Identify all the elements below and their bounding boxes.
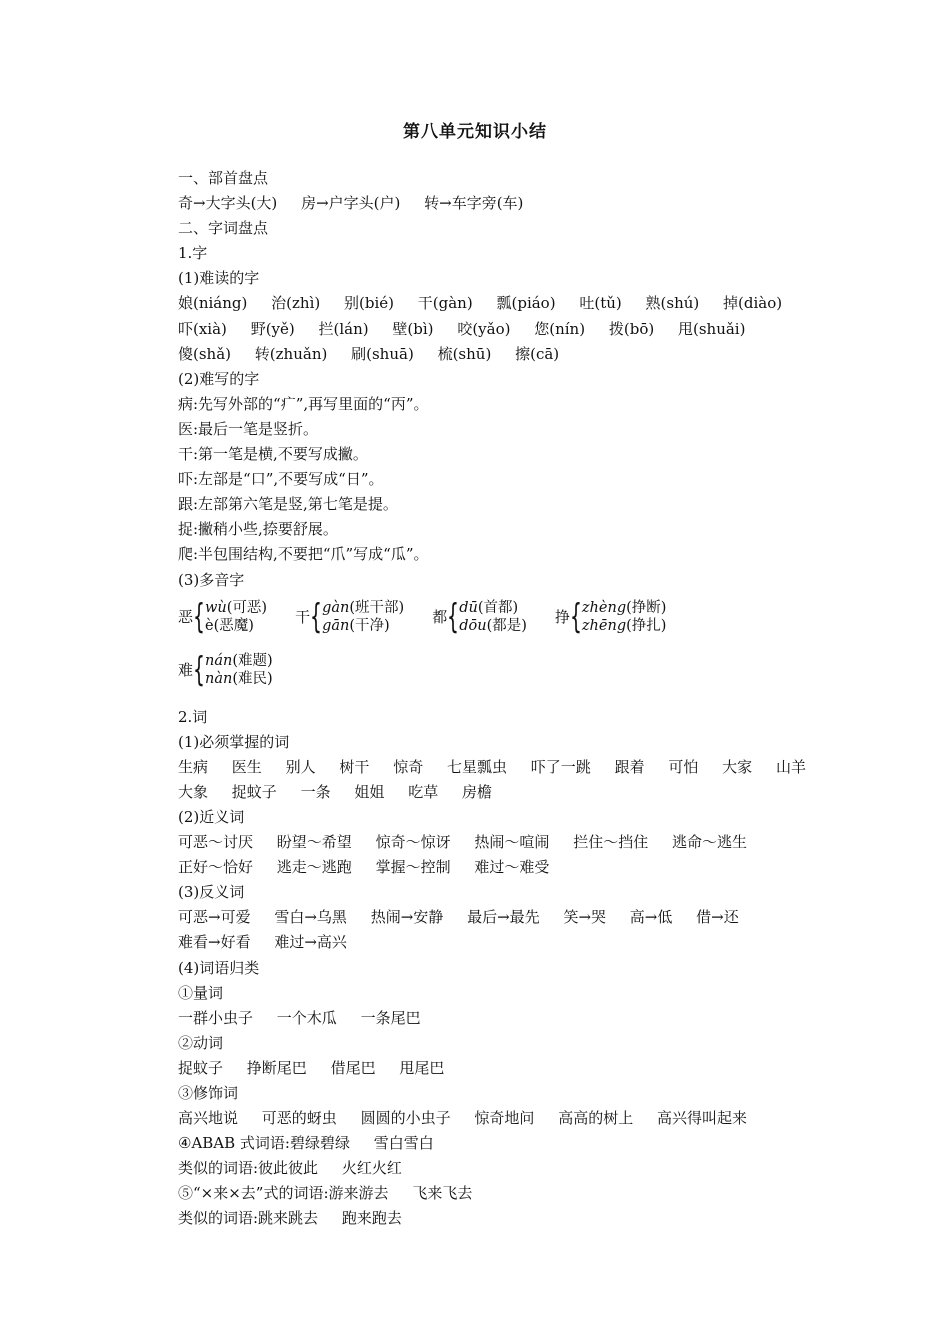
reading-word: (难民) <box>232 670 273 687</box>
left-brace-icon: { <box>310 596 323 637</box>
synonym-pair: 惊奇～惊讶 <box>375 833 451 852</box>
subheading-polyphonic: (3)多音字 <box>178 570 245 589</box>
polyphonic-group <box>432 596 527 637</box>
hard-read-row <box>178 291 828 316</box>
reading-pinyin: zhèng <box>581 599 627 616</box>
word: 树干 <box>339 757 370 776</box>
pinyin-char: 吐(tǔ) <box>579 294 622 313</box>
subheading-modifiers: ③修饰词 <box>178 1084 239 1102</box>
radical-item: 转→车字旁(车) <box>424 194 524 213</box>
word: 惊奇 <box>393 757 424 776</box>
hard-read-row <box>178 317 828 342</box>
subheading-must-master: (1)必须掌握的词 <box>178 732 290 751</box>
synonym-pair: 逃命～逃生 <box>671 833 747 852</box>
reading-pinyin: dū <box>459 599 478 616</box>
subheading-antonyms: (3)反义词 <box>178 883 245 902</box>
word: 大家 <box>722 757 753 776</box>
reading-word: (都是) <box>486 617 527 634</box>
hard-write-note: 病:先写外部的“疒”,再写里面的“丙”。 <box>178 394 429 413</box>
polyphonic-group <box>295 596 405 637</box>
word: 一条尾巴 <box>360 1008 421 1027</box>
reading-pinyin: nàn <box>205 670 233 687</box>
pinyin-char: 转(zhuǎn) <box>254 344 328 363</box>
word: 吃草 <box>408 782 439 801</box>
radical-item: 奇→大字头(大) <box>178 194 278 213</box>
reading-pinyin: zhēng <box>581 617 627 634</box>
word: 雪白雪白 <box>373 1134 434 1153</box>
polyphonic-char: 恶 <box>178 608 194 627</box>
antonym-pair: 雪白→乌黑 <box>274 908 347 927</box>
word: 类似的词语:彼此彼此 <box>178 1159 319 1178</box>
polyphonic-row <box>178 645 828 695</box>
polyphonic-char: 干 <box>295 608 311 627</box>
pinyin-char: 干(gàn) <box>417 294 473 313</box>
antonym-pair: 难过→高兴 <box>274 933 347 952</box>
reading-word: (干净) <box>349 617 390 634</box>
polyphonic-group <box>554 596 667 637</box>
laiqu-similar-row <box>178 1206 828 1231</box>
synonym-pair: 掌握～控制 <box>375 858 451 877</box>
radical-item: 房→户字头(户) <box>301 194 401 213</box>
section-heading-words: 二、字词盘点 <box>178 219 269 238</box>
word: 山羊 <box>775 757 806 776</box>
antonym-row <box>178 905 828 930</box>
abab-similar-row <box>178 1156 828 1181</box>
synonym-pair: 热闹～喧闹 <box>474 833 550 852</box>
reading-pinyin: è <box>205 617 214 634</box>
antonym-pair: 最后→最先 <box>467 908 540 927</box>
reading-pinyin: dōu <box>459 617 487 634</box>
radicals-line <box>178 191 828 216</box>
word: 跑来跑去 <box>341 1209 402 1228</box>
synonym-pair: 拦住～挡住 <box>573 833 649 852</box>
word: 高兴得叫起来 <box>656 1109 747 1128</box>
section-heading-radicals: 一、部首盘点 <box>178 169 269 187</box>
word: 可恶的蚜虫 <box>261 1109 337 1128</box>
word: 惊奇地问 <box>474 1109 535 1128</box>
hard-write-note: 医:最后一笔是竖折。 <box>178 419 319 438</box>
left-brace-icon: { <box>569 596 582 637</box>
reading-pinyin: nán <box>205 652 233 669</box>
antonym-pair: 难看→好看 <box>178 933 251 952</box>
document-body <box>178 166 828 1232</box>
pinyin-char: 擦(cā) <box>515 344 560 363</box>
hard-write-note: 吓:左部是“口”,不要写成“日”。 <box>178 470 384 489</box>
word: 房檐 <box>461 782 492 801</box>
modifiers-row <box>178 1106 828 1131</box>
pinyin-char: 熟(shú) <box>645 294 700 313</box>
reading-word: (挣断) <box>626 599 667 616</box>
left-brace-icon: { <box>193 649 205 690</box>
word: 别人 <box>285 757 316 776</box>
laiqu-row <box>178 1181 828 1206</box>
subheading-characters: 1.字 <box>178 244 208 263</box>
subheading-synonyms: (2)近义词 <box>178 807 245 826</box>
pinyin-char: 娘(niáng) <box>178 294 248 313</box>
polyphonic-char: 挣 <box>554 608 570 627</box>
word: 一个木瓜 <box>276 1008 337 1027</box>
pinyin-char: 刷(shuā) <box>351 344 414 363</box>
hard-read-row <box>178 342 828 367</box>
antonym-row <box>178 930 828 955</box>
pinyin-char: 吓(xià) <box>178 319 227 338</box>
hard-write-note: 跟:左部第六笔是竖,第七笔是提。 <box>178 495 398 514</box>
reading-word: (挣扎) <box>626 617 667 634</box>
reading-pinyin: wù <box>205 599 227 616</box>
word: 高高的树上 <box>558 1109 634 1128</box>
reading-word: (难题) <box>232 652 273 669</box>
pinyin-char: 梳(shū) <box>437 344 492 363</box>
pinyin-char: 您(nín) <box>534 319 586 338</box>
antonym-pair: 可恶→可爱 <box>178 908 251 927</box>
word: 捉蚊子 <box>178 1058 224 1077</box>
pinyin-char: 治(zhì) <box>271 294 321 313</box>
must-master-row <box>178 755 828 780</box>
pinyin-char: 别(bié) <box>344 294 394 313</box>
polyphonic-group <box>178 649 273 690</box>
word: 生病 <box>178 757 209 776</box>
synonym-pair: 可恶～讨厌 <box>178 833 254 852</box>
word: 姐姐 <box>354 782 385 801</box>
word: 飞来飞去 <box>412 1184 473 1203</box>
pinyin-char: 野(yě) <box>250 319 295 338</box>
pinyin-char: 甩(shuǎi) <box>677 319 746 338</box>
word: 甩尾巴 <box>399 1058 445 1077</box>
subheading-classification: (4)词语归类 <box>178 958 260 977</box>
synonym-pair: 盼望～希望 <box>276 833 352 852</box>
subheading-verbs: ②动词 <box>178 1033 224 1052</box>
must-master-row <box>178 780 828 805</box>
word: 医生 <box>231 757 262 776</box>
word: 借尾巴 <box>330 1058 376 1077</box>
word: 可怕 <box>668 757 699 776</box>
subheading-measure-words: ①量词 <box>178 983 224 1002</box>
antonym-pair: 借→还 <box>696 908 739 927</box>
synonym-row <box>178 855 828 880</box>
pinyin-char: 掉(diào) <box>723 294 783 313</box>
pinyin-char: 傻(shǎ) <box>178 344 232 363</box>
word: 吓了一跳 <box>530 757 591 776</box>
pinyin-char: 瓢(piáo) <box>496 294 556 313</box>
synonym-pair: 难过～难受 <box>474 858 550 877</box>
polyphonic-char: 难 <box>178 661 194 680</box>
antonym-pair: 高→低 <box>629 908 673 927</box>
abab-row <box>178 1131 828 1156</box>
word: 类似的词语:跳来跳去 <box>178 1209 319 1228</box>
antonym-pair: 笑→哭 <box>563 908 607 927</box>
word: 七星瓢虫 <box>446 757 507 776</box>
page-title: 第八单元知识小结 <box>403 122 547 142</box>
pinyin-char: 咬(yǎo) <box>457 319 511 338</box>
word: 捉蚊子 <box>231 782 277 801</box>
pinyin-char: 壁(bì) <box>392 319 434 338</box>
word: 挣断尾巴 <box>246 1058 307 1077</box>
polyphonic-char: 都 <box>432 608 448 627</box>
reading-word: (首都) <box>477 599 519 616</box>
reading-pinyin: gàn <box>322 599 350 616</box>
word: 高兴地说 <box>178 1109 239 1128</box>
left-brace-icon: { <box>447 596 460 637</box>
subheading-hard-write: (2)难写的字 <box>178 369 260 388</box>
word: ⑤“×来×去”式的词语:游来游去 <box>178 1184 389 1203</box>
word: 大象 <box>178 782 209 801</box>
synonym-pair: 逃走～逃跑 <box>276 858 352 877</box>
hard-write-note: 爬:半包围结构,不要把“爪”写成“瓜”。 <box>178 545 429 564</box>
polyphonic-row <box>178 593 828 641</box>
word: 火红火红 <box>341 1159 402 1178</box>
word: 一群小虫子 <box>178 1008 254 1027</box>
subheading-hard-read: (1)难读的字 <box>178 269 260 288</box>
pinyin-char: 拦(lán) <box>318 319 369 338</box>
measure-words-row <box>178 1006 828 1031</box>
word: 一条 <box>300 782 331 801</box>
word: ④ABAB 式词语:碧绿碧绿 <box>178 1134 350 1153</box>
hard-write-note: 干:第一笔是横,不要写成撇。 <box>178 445 368 464</box>
reading-word: (班干部) <box>349 599 405 616</box>
reading-pinyin: gān <box>322 617 350 634</box>
antonym-pair: 热闹→安静 <box>370 908 444 927</box>
polyphonic-group <box>178 596 268 637</box>
subheading-words: 2.词 <box>178 707 208 726</box>
verbs-row <box>178 1056 828 1081</box>
word: 跟着 <box>614 757 645 776</box>
left-brace-icon: { <box>193 596 205 637</box>
word: 圆圆的小虫子 <box>360 1109 451 1128</box>
reading-word: (可恶) <box>226 599 268 616</box>
synonym-row <box>178 830 828 855</box>
reading-word: (恶魔) <box>213 617 254 634</box>
hard-write-note: 捉:撇稍小些,捺要舒展。 <box>178 520 338 539</box>
pinyin-char: 拨(bō) <box>608 319 655 338</box>
synonym-pair: 正好～恰好 <box>178 858 254 877</box>
